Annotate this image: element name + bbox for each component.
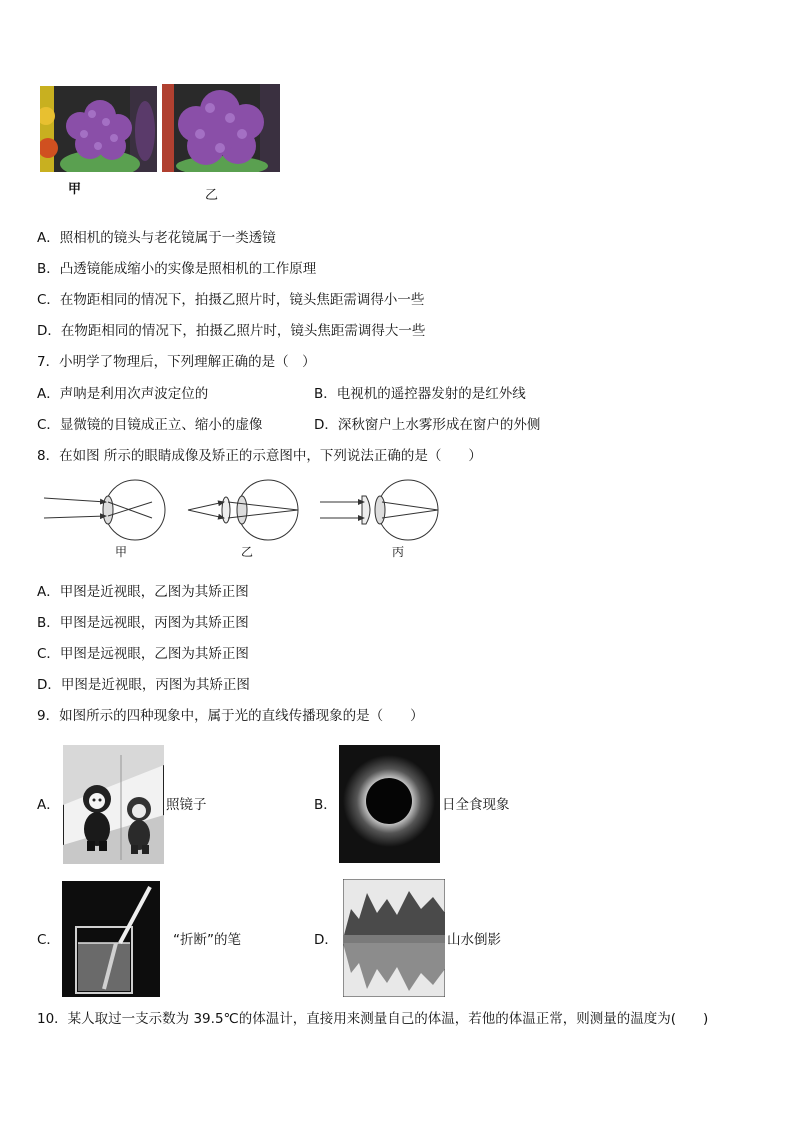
q7-option-c: C．显微镜的目镜成正立、缩小的虚像: [37, 417, 263, 433]
eye-label-bing: 丙: [392, 545, 405, 559]
eye-diagram-yi: [188, 480, 298, 540]
q6-option-c: C．在物距相同的情况下，拍摄乙照片时，镜头焦距需调得小一些: [37, 292, 425, 308]
bent-pencil-photo: [62, 881, 160, 997]
q7-option-d: D．深秋窗户上水雾形成在窗户的外侧: [314, 417, 541, 433]
q9-option-b-letter: B．: [314, 797, 337, 813]
cauliflower-photo-jia: [40, 86, 157, 172]
q6-option-b: B．凸透镜能成缩小的实像是照相机的工作原理: [37, 261, 317, 277]
q10-stem: 10．某人取过一支示数为 39.5℃的体温计，直接用来测量自己的体温，若他的体温正常，则测量的温度为( ): [37, 1011, 709, 1027]
q8-option-d: D．甲图是近视眼，丙图为其矫正图: [37, 677, 250, 693]
cauliflower-photo-yi: [162, 84, 280, 172]
eye-diagram-jia: [44, 480, 165, 540]
q9-option-c-text: “折断”的笔: [173, 932, 241, 948]
q7-option-a: A．声呐是利用次声波定位的: [37, 386, 209, 402]
caption-yi: 乙: [205, 188, 219, 203]
eye-diagram-bing: [320, 480, 438, 540]
q8-option-a: A．甲图是近视眼，乙图为其矫正图: [37, 584, 249, 600]
q9-option-a-text: 照镜子: [166, 797, 207, 813]
caption-jia: 甲: [68, 182, 82, 197]
q8-option-c: C．甲图是远视眼，乙图为其矫正图: [37, 646, 249, 662]
q9-option-d-text: 山水倒影: [447, 932, 501, 948]
q9-option-b-text: 日全食现象: [442, 797, 510, 813]
mountain-reflection-photo: [343, 879, 445, 997]
q9-option-d-letter: D．: [314, 932, 338, 948]
q6-option-a: A．照相机的镜头与老花镜属于一类透镜: [37, 230, 276, 246]
q9-option-a-letter: A．: [37, 797, 60, 813]
eye-label-jia: 甲: [115, 545, 128, 559]
mirror-dolls-photo: [63, 745, 164, 864]
q8-option-b: B．甲图是远视眼，丙图为其矫正图: [37, 615, 249, 631]
q9-option-c-letter: C．: [37, 932, 60, 948]
q9-stem: 9．如图所示的四种现象中，属于光的直线传播现象的是（ ）: [37, 708, 424, 724]
eye-label-yi: 乙: [241, 545, 254, 559]
q7-stem: 7．小明学了物理后，下列理解正确的是（ ）: [37, 354, 316, 370]
solar-eclipse-photo: [339, 745, 440, 863]
q8-stem: 8．在如图 所示的眼睛成像及矫正的示意图中，下列说法正确的是（ ）: [37, 448, 482, 464]
q7-option-b: B．电视机的遥控器发射的是红外线: [314, 386, 526, 402]
q6-option-d: D．在物距相同的情况下，拍摄乙照片时，镜头焦距需调得大一些: [37, 323, 426, 339]
